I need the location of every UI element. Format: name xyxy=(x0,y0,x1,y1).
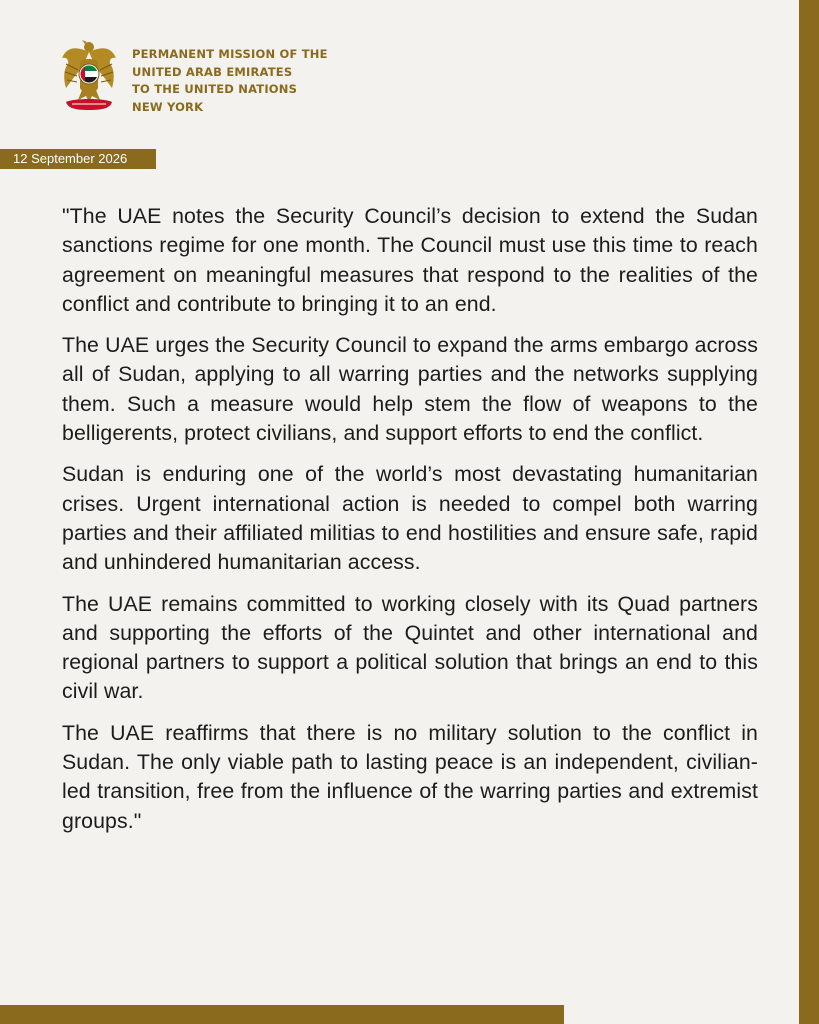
statement-paragraph: The UAE urges the Security Council to expand the arms embargo across all of Sudan, applying to all warring parties and the networks supplying them. Such a measure would help stem the flow of weapons to the belligerents, protect civilians, and support efforts to end the conflict. xyxy=(62,333,758,446)
mission-line: NEW YORK xyxy=(132,99,204,114)
right-accent-bar xyxy=(799,0,819,1024)
bottom-accent-bar xyxy=(0,1005,564,1024)
statement-paragraph: "The UAE notes the Security Council’s decision to extend the Sudan sanctions regime for one month. The Council must use this time to reach agreement on meaningful measures that respond to the realities of the conflict and contribute to bringing it to an end. xyxy=(62,204,758,316)
mission-line: PERMANENT MISSION OF THE xyxy=(132,47,328,61)
statement-paragraph: Sudan is enduring one of the world’s most devastating humanitarian crises. Urgent international action is needed to compel both warring parties and their affiliated militias to end hostilities and ensure safe, rapid and unhindered humanitarian access. xyxy=(62,462,758,575)
statement-paragraph: The UAE remains committed to working closely with its Quad partners and supporting the efforts of the Quintet and other international and regional partners to support a political solution that brings an end to this civil war. xyxy=(62,591,758,704)
statement-paragraph: The UAE reaffirms that there is no military solution to the conflict in Sudan. The only viable path to lasting peace is an independent, civilian-led transition, free from the influence of the warring parties and extremist groups." xyxy=(62,720,758,833)
mission-line: UNITED ARAB EMIRATES xyxy=(132,64,293,79)
mission-title xyxy=(132,46,328,116)
statement-body xyxy=(62,202,758,848)
date-badge: 12 September 2026 xyxy=(0,149,156,169)
mission-line: TO THE UNITED NATIONS xyxy=(132,82,298,96)
mission-header xyxy=(60,38,328,116)
uae-falcon-emblem-icon xyxy=(60,38,118,114)
